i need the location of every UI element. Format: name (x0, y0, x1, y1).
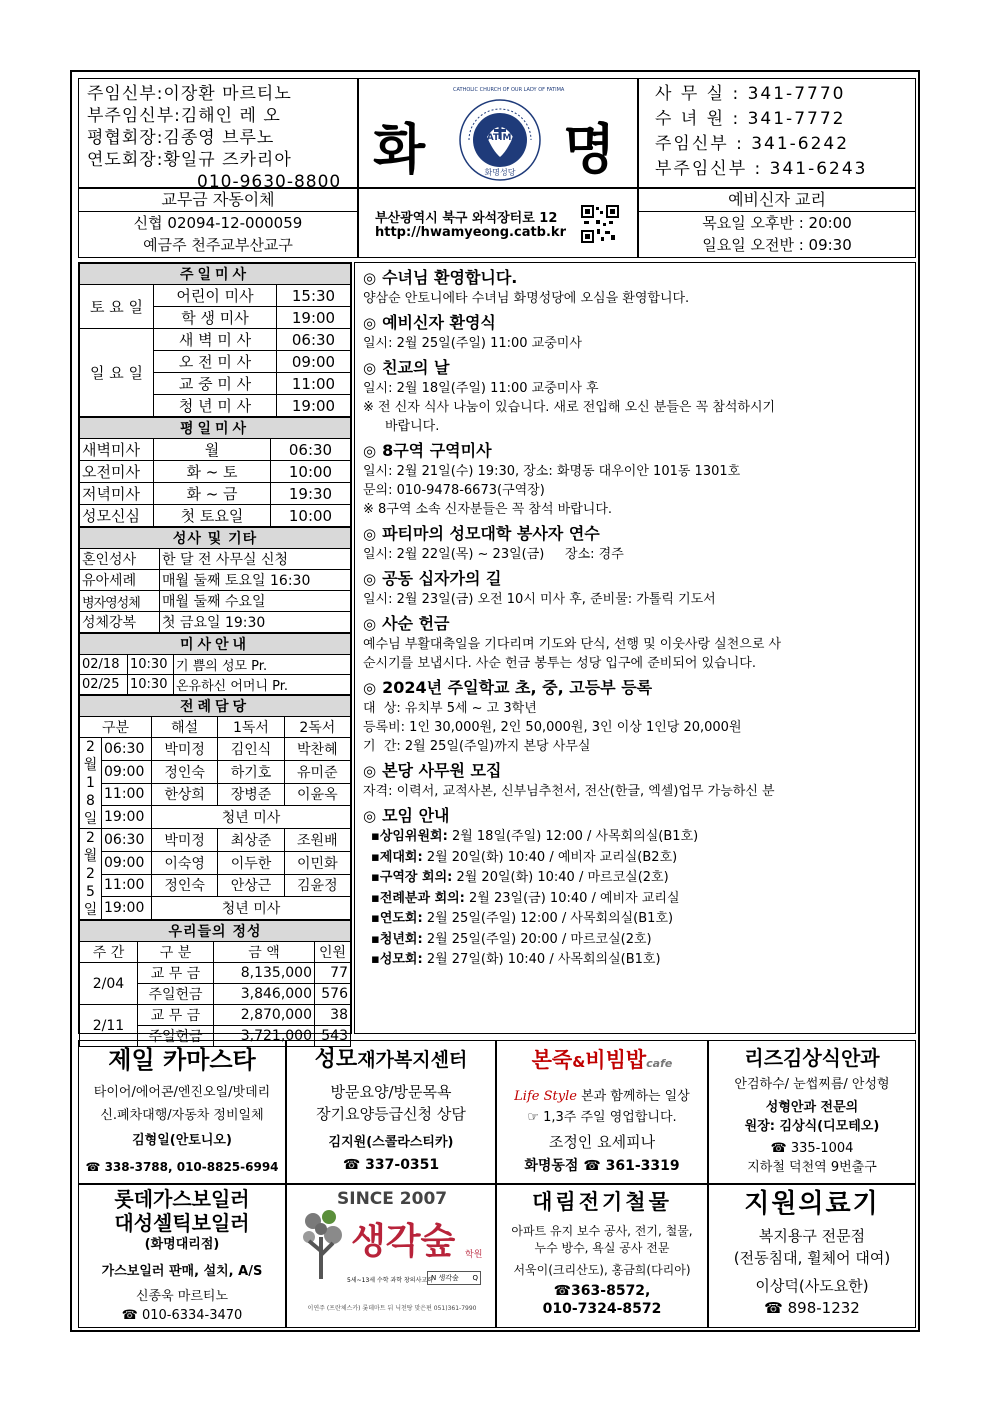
announcement (363, 760, 909, 801)
liturgy-commentator: 정인숙 (152, 760, 218, 783)
sacrament-value: 매월 둘째 토요일 16:30 (160, 570, 351, 591)
church-url: http://hwamyeong.catb.kr (375, 225, 566, 240)
liturgy-reader2: 조원배 (284, 829, 350, 852)
offering-kind: 교 무 금 (138, 963, 214, 984)
announcement-title: 파티마의 성모대학 봉사자 연수 (382, 524, 600, 543)
weekday-mass-name: 새벽미사 (80, 439, 154, 461)
sunday-mass-title: 주일미사 (80, 264, 351, 285)
ad-title-amp: & (572, 1053, 586, 1071)
sunday-mass-name: 교 중 미 사 (154, 373, 277, 395)
ad-lifestyle: Life Style (514, 1089, 577, 1104)
announcement-title: 예비신자 환영식 (382, 313, 496, 332)
mass-info-date: 02/18 (80, 655, 128, 675)
weekday-mass-name: 성모신심 (80, 505, 154, 527)
logo-subtitle: 화명성당 (484, 168, 516, 177)
liturgy-reader2: 이윤옥 (284, 783, 350, 806)
weekday-mass-name: 저녁미사 (80, 483, 154, 505)
ad-line: 이상덕(사도요한) (755, 1277, 869, 1295)
announcement-line: 바랍니다. (385, 419, 440, 434)
ad-carmastar (78, 1040, 286, 1184)
address-box (358, 188, 638, 258)
liturgy-time: 09:00 (102, 760, 152, 783)
sunday-mass-table (79, 263, 351, 417)
bullet-icon: ◎ (363, 615, 377, 633)
weekday-mass-name: 오전미사 (80, 461, 154, 483)
announcement-line: 기 간: 2월 25일(주일)까지 본당 사무실 (363, 739, 591, 754)
staff-pastor: 주임신부:이장환 마르티노 (87, 84, 292, 104)
weekday-mass-day: 화 ~ 금 (154, 483, 271, 505)
saturday-mass-name: 학 생 미사 (154, 307, 277, 329)
liturgy-commentator: 정인숙 (152, 874, 218, 897)
ad-line: 서욱이(크리산도), 홍금희(다리아) (513, 1263, 691, 1277)
announcement-line: 일시: 2월 25일(주일) 11:00 교중미사 (363, 336, 582, 351)
ad-line: 원장: 김상식(디모테오) (744, 1119, 880, 1134)
ad-bonjuk (496, 1040, 708, 1184)
weekday-mass-time: 10:00 (271, 505, 351, 527)
liturgy-reader1: 하기호 (218, 760, 284, 783)
sacrament-name: 성체강복 (80, 612, 160, 633)
announcement (363, 357, 909, 436)
mass-info-date: 02/25 (80, 675, 128, 695)
liturgy-reader1: 김인식 (218, 738, 284, 761)
bulletin-page (70, 70, 920, 1332)
meeting-text: 2월 25일(주일) 12:00 / 사목회의실(B1호) (426, 911, 674, 926)
ad-line: (화명대리점) (144, 1237, 220, 1252)
announcement (363, 312, 909, 353)
meeting-name: 청년회: (379, 931, 423, 947)
announcement (363, 613, 909, 673)
ad-search-box: N 생각숲 Q (427, 1271, 481, 1285)
ad-phone: ☎ 337-0351 (342, 1157, 440, 1173)
announcement-line: ※ 전 신자 식사 나눔이 있습니다. 새로 전입해 오신 분들은 꼭 참석하시기 (363, 400, 776, 415)
weekday-mass-title: 평일미사 (80, 418, 351, 439)
staff-box (78, 78, 358, 192)
liturgy-reader1: 이두한 (218, 851, 284, 874)
liturgy-time: 09:00 (102, 851, 152, 874)
liturgy-time: 06:30 (102, 738, 152, 761)
announcement-line: 예수님 부활대축일을 기다리며 기도와 단식, 선행 및 이웃사랑 실천으로 사 (363, 637, 782, 652)
phone-pastor: 주임신부 : 341-6242 (655, 134, 850, 154)
announcement-line: 일시: 2월 22일(목) ~ 23일(금) 장소: 경주 (363, 547, 624, 562)
tree-logo-icon (299, 1207, 347, 1281)
meeting-item: ▪청년회: 2월 25일(주일) 20:00 / 마르코실(2호) (371, 931, 652, 947)
meeting-item: ▪전례분과 회의: 2월 23일(금) 10:40 / 예비자 교리실 (371, 890, 680, 906)
ad-saenggak-soop (286, 1184, 496, 1328)
announcement-line: 대 상: 유치부 5세 ~ 고 3학년 (363, 701, 537, 716)
mass-info-title: 미사안내 (80, 634, 351, 655)
saturday-mass-time: 19:00 (277, 307, 351, 329)
sunday-mass-name: 청 년 미 사 (154, 395, 277, 417)
ad-title: 롯데가스보일러 (114, 1187, 250, 1211)
auto-transfer-box (78, 188, 358, 258)
weekday-mass-day: 화 ~ 토 (154, 461, 271, 483)
sacraments-title: 성사 및 기타 (80, 528, 351, 549)
liturgy-reader2: 이민화 (284, 851, 350, 874)
meeting-text: 2월 18일(주일) 12:00 / 사목회의실(B1호) (451, 829, 699, 844)
ad-line: 누수 방수, 욕실 공사 전문 (534, 1241, 670, 1255)
offering-week: 2/11 (80, 1005, 138, 1047)
announcement-line: 일시: 2월 21일(수) 19:30, 장소: 화명동 대우이안 101동 1301호 (363, 464, 741, 479)
announcement-line: ※ 8구역 소속 신자분들은 꼭 참석 바랍니다. (363, 502, 613, 517)
sunday-label: 일 요 일 (80, 329, 154, 417)
sacraments-table (79, 527, 351, 633)
qr-code-icon[interactable] (581, 205, 619, 243)
ad-line: 5세~13세 수학 과학 창의사고력 (347, 1277, 433, 1284)
offering-count: 576 (315, 984, 351, 1005)
church-address: 부산광역시 북구 와석장터로 12 (375, 211, 558, 226)
ad-line: 신.폐차대행/자동차 정비일체 (100, 1108, 264, 1123)
ad-academy-suffix: 학원 (465, 1250, 483, 1260)
saturday-label: 토 요 일 (80, 285, 154, 329)
meeting-text: 2월 20일(화) 10:40 / 마르코실(2호) (456, 870, 669, 885)
meeting-item: ▪연도회: 2월 25일(주일) 12:00 / 사목회의실(B1호) (371, 911, 674, 926)
title-box (358, 78, 638, 188)
ad-line: 성형안과 전문의 (765, 1100, 859, 1115)
announcement-line: 일시: 2월 18일(주일) 11:00 교중미사 후 (363, 381, 599, 396)
ad-line: 장기요양등급신청 상담 (316, 1105, 466, 1123)
bullet-icon: ◎ (363, 570, 377, 588)
ad-line: 본과 함께하는 일상 (576, 1089, 690, 1104)
auto-transfer-holder: 예금주 천주교부산교구 (143, 236, 293, 254)
offering-amount: 3,846,000 (214, 984, 315, 1005)
bullet-icon: ◎ (363, 762, 377, 780)
offering-header: 주 간 (80, 942, 138, 963)
sacrament-name: 유아세례 (80, 570, 160, 591)
auto-transfer-account: 신협 02094-12-000059 (133, 214, 303, 232)
announcements-panel (354, 262, 916, 1034)
saturday-mass-name: 어린이 미사 (154, 285, 277, 307)
meeting-text: 2월 20일(화) 10:40 / 예비자 교리실(B2호) (426, 849, 678, 865)
meetings-title: 모임 안내 (382, 806, 450, 825)
staff-council-president: 평협회장:김종영 브루노 (87, 128, 275, 148)
announcement (363, 267, 909, 308)
announcement-title: 8구역 구역미사 (382, 441, 492, 460)
catechumen-title: 예비신자 교리 (639, 189, 915, 212)
liturgy-time: 11:00 (102, 874, 152, 897)
announcement-title: 본당 사무원 모집 (382, 761, 502, 780)
liturgy-reader2: 박찬혜 (284, 738, 350, 761)
ad-title: 제일 카마스타 (108, 1046, 256, 1074)
ad-title-main: 성모 (314, 1047, 358, 1072)
ad-line: ☞ 1,3주 주일 영업합니다. (527, 1110, 677, 1125)
meeting-item: ▪제대회: 2월 20일(화) 10:40 / 예비자 교리실(B2호) (371, 849, 678, 865)
offering-amount: 3,721,000 (214, 1026, 315, 1047)
liturgy-header: 구분 (80, 717, 152, 738)
mass-info-time: 10:30 (128, 675, 174, 695)
meeting-item: ▪상임위원회: 2월 18일(주일) 12:00 / 사목회의실(B1호) (371, 829, 699, 844)
offering-count: 543 (315, 1026, 351, 1047)
liturgy-reader2: 유미준 (284, 760, 350, 783)
announcement-line: 순시기를 보냅시다. 사순 헌금 봉투는 성당 입구에 준비되어 있습니다. (363, 656, 756, 671)
liturgy-reader1: 안상근 (218, 874, 284, 897)
ad-line: 신종욱 마르티노 (135, 1289, 229, 1304)
auto-transfer-title: 교무금 자동이체 (79, 189, 357, 212)
ad-jiwon-medical (708, 1184, 916, 1328)
ad-title-sub: 재가복지센터 (357, 1049, 468, 1071)
liturgy-reader2: 김윤정 (284, 874, 350, 897)
meeting-name: 전례분과 회의: (379, 890, 465, 906)
ad-daelim-hardware (496, 1184, 708, 1328)
weekday-mass-time: 06:30 (271, 439, 351, 461)
liturgy-date: 2월18일 (80, 738, 102, 829)
offering-table (79, 920, 351, 1047)
liturgy-commentator: 이숙영 (152, 851, 218, 874)
sunday-mass-time: 11:00 (277, 373, 351, 395)
logo-arc-text: CATHOLIC CHURCH OF OUR LADY OF FATIMA (453, 87, 565, 93)
staff-assistant-pastor: 부주임신부:김해인 레 오 (87, 106, 281, 126)
ad-title: 대성셀틱보일러 (114, 1211, 250, 1235)
schedule-column (78, 262, 352, 1045)
ad-title-bonjuk: 본죽 (531, 1047, 573, 1072)
announcement-title: 수녀님 환영합니다. (382, 268, 518, 287)
sunday-mass-time: 19:00 (277, 395, 351, 417)
liturgy-reader1: 장병준 (218, 783, 284, 806)
sunday-mass-time: 09:00 (277, 351, 351, 373)
ad-phone: ☎ 898-1232 (764, 1299, 860, 1317)
weekday-mass-day: 첫 토요일 (154, 505, 271, 527)
ad-line: 김형일(안토니오) (132, 1133, 232, 1148)
offering-kind: 주일헌금 (138, 984, 214, 1005)
meeting-name: 상임위원회: (379, 829, 448, 844)
ad-line: 지하철 덕천역 9번출구 (747, 1160, 877, 1175)
ad-title: 리즈김상식안과 (744, 1046, 880, 1070)
announcement-line: 자격: 이력서, 교적사본, 신부님추천서, 전산(한글, 엑셀)업무 가능하신 분 (363, 784, 775, 799)
ad-phone: ☎ 335-1004 (770, 1141, 854, 1156)
announcement-line: 양삼순 안토니에타 수녀님 화명성당에 오심을 환영합니다. (363, 291, 690, 306)
announcement (363, 677, 909, 756)
ad-phone: ☎363-8572, (553, 1283, 651, 1299)
title-left: 화 (373, 117, 426, 181)
title-right: 명 (563, 117, 616, 181)
announcement-title: 공동 십자가의 길 (382, 569, 502, 588)
ad-line: (전동침대, 휠체어 대여) (733, 1249, 891, 1267)
weekday-mass-time: 10:00 (271, 461, 351, 483)
offering-amount: 8,135,000 (214, 963, 315, 984)
offering-header: 구 분 (138, 942, 214, 963)
ad-title: 지원의료기 (744, 1189, 880, 1219)
sacrament-name: 병자영성체 (80, 591, 160, 612)
meeting-text: 2월 27일(화) 10:40 / 사목회의실(B1호) (426, 952, 661, 967)
liturgy-header: 해설 (152, 717, 218, 738)
ad-phone: ☎ 338-3788, 010-8825-6994 (85, 1160, 279, 1174)
sunday-mass-name: 오 전 미 사 (154, 351, 277, 373)
bullet-icon: ◎ (363, 269, 377, 287)
sacrament-value: 첫 금요일 19:30 (160, 612, 351, 633)
meeting-name: 제대회: (379, 849, 423, 865)
bullet-icon: ◎ (363, 359, 377, 377)
liturgy-header: 1독서 (218, 717, 284, 738)
search-icon: Q (472, 1274, 478, 1282)
liturgy-youth-mass: 청년 미사 (152, 897, 351, 920)
meeting-name: 성모회: (379, 952, 423, 967)
ad-line: 조정인 요세피나 (548, 1133, 656, 1151)
meeting-name: 구역장 회의: (379, 870, 453, 885)
ad-title: 대림전기철물 (532, 1190, 672, 1214)
ad-line: 안검하수/ 눈썹찌름/ 안성형 (734, 1077, 890, 1092)
ad-kim-eye-clinic (708, 1040, 916, 1184)
ad-line: 이연주 (프란체스카) 롯데마트 뒤 닉천탕 맞은편 051)361-7990 (307, 1305, 477, 1312)
offering-header: 인원 (315, 942, 351, 963)
weekday-mass-day: 월 (154, 439, 271, 461)
mass-info-time: 10:30 (128, 655, 174, 675)
staff-yeondo-president: 연도회장:황일규 즈카리아 (87, 150, 292, 170)
ad-seongmo-welfare (286, 1040, 496, 1184)
meeting-name: 연도회: (379, 911, 423, 926)
phones-box (638, 78, 916, 188)
ad-phone: 화명동점 ☎ 361-3319 (524, 1158, 680, 1174)
offering-count: 38 (315, 1005, 351, 1026)
ad-line: 김지원(스콜라스티카) (328, 1135, 454, 1150)
phone-assistant-pastor: 부주임신부 : 341-6243 (655, 159, 868, 179)
saturday-mass-time: 15:30 (277, 285, 351, 307)
liturgy-commentator: 한상희 (152, 783, 218, 806)
ad-search-text: 생각숲 (438, 1274, 459, 1282)
liturgy-commentator: 박미정 (152, 738, 218, 761)
liturgy-commentator: 박미정 (152, 829, 218, 852)
logo-fatima-text: FATIMA (481, 133, 519, 143)
catechumen-box (638, 188, 916, 258)
bullet-icon: ◎ (363, 525, 377, 543)
liturgy-youth-mass: 청년 미사 (152, 806, 351, 829)
offering-title: 우리들의 정성 (80, 921, 351, 942)
meeting-text: 2월 23일(금) 10:40 / 예비자 교리실 (469, 890, 680, 906)
phone-office: 사 무 실 : 341-7770 (655, 84, 846, 104)
sunday-mass-time: 06:30 (277, 329, 351, 351)
bullet-icon: ◎ (363, 442, 377, 460)
meeting-text: 2월 25일(주일) 20:00 / 마르코실(2호) (426, 931, 652, 947)
catechumen-sunday: 일요일 오전반 : 09:30 (702, 236, 852, 254)
offering-kind: 교 무 금 (138, 1005, 214, 1026)
announcement-title: 친교의 날 (382, 358, 450, 377)
offering-header: 금 액 (214, 942, 315, 963)
sacrament-value: 한 달 전 사무실 신청 (160, 549, 351, 570)
mass-info-text: 온유하신 어머니 Pr. (174, 675, 351, 695)
announcement-line: 문의: 010-9478-6673(구역장) (363, 483, 545, 498)
ad-phone: ☎ 010-6334-3470 (121, 1308, 243, 1323)
bullet-icon: ◎ (363, 679, 377, 697)
announcement-line: 일시: 2월 23일(금) 오전 10시 미사 후, 준비물: 가톨릭 기도서 (363, 592, 716, 607)
announcement-line: 등록비: 1인 30,000원, 2인 50,000원, 3인 이상 1인당 20,000원 (363, 720, 742, 735)
ad-line: 가스보일러 판매, 설치, A/S (101, 1264, 263, 1279)
offering-kind: 주일헌금 (138, 1026, 214, 1047)
ad-line: 복지용구 전문점 (758, 1227, 866, 1245)
ad-title-bibimbap: 비빔밥 (585, 1048, 647, 1072)
bullet-icon: ◎ (363, 314, 377, 332)
liturgy-date: 2월25일 (80, 829, 102, 920)
announcement-title: 2024년 주일학교 초, 중, 고등부 등록 (382, 678, 653, 697)
liturgy-reader1: 최상준 (218, 829, 284, 852)
liturgy-title: 전례담당 (80, 696, 351, 717)
liturgy-time: 19:00 (102, 806, 152, 829)
weekday-mass-time: 19:30 (271, 483, 351, 505)
announcement (363, 523, 909, 564)
sacrament-value: 매월 둘째 수요일 (160, 591, 351, 612)
offering-count: 77 (315, 963, 351, 984)
mass-info-text: 기 쁨의 성모 Pr. (174, 655, 351, 675)
sunday-mass-name: 새 벽 미 사 (154, 329, 277, 351)
liturgy-time: 19:00 (102, 897, 152, 920)
offering-amount: 2,870,000 (214, 1005, 315, 1026)
ad-phone: 010-7324-8572 (542, 1301, 662, 1317)
ad-line: 아파트 유지 보수 공사, 전기, 철물, (511, 1224, 693, 1238)
announcement (363, 440, 909, 519)
ad-since: SINCE 2007 (337, 1189, 448, 1209)
ad-line: 타이어/에어콘/엔진오일/밧데리 (93, 1085, 271, 1100)
weekday-mass-table (79, 417, 351, 527)
offering-week: 2/04 (80, 963, 138, 1005)
sacrament-name: 혼인성사 (80, 549, 160, 570)
liturgy-header: 2독서 (284, 717, 350, 738)
liturgy-time: 06:30 (102, 829, 152, 852)
bullet-icon: ◎ (363, 807, 377, 825)
ad-academy-name: 생각숲 (351, 1220, 456, 1262)
meeting-item: ▪성모회: 2월 27일(화) 10:40 / 사목회의실(B1호) (371, 952, 661, 967)
meeting-item: ▪구역장 회의: 2월 20일(화) 10:40 / 마르코실(2호) (371, 870, 669, 885)
phone-convent: 수 녀 원 : 341-7772 (655, 109, 846, 129)
ad-lotte-boiler (78, 1184, 286, 1328)
meetings (363, 805, 909, 971)
ad-line: 방문요양/방문목욕 (330, 1083, 452, 1101)
announcement (363, 568, 909, 609)
catechumen-thursday: 목요일 오후반 : 20:00 (702, 214, 852, 232)
liturgy-time: 11:00 (102, 783, 152, 806)
ad-title-cafe: cafe (646, 1057, 673, 1070)
mass-info-table (79, 633, 351, 695)
announcement-title: 사순 헌금 (382, 614, 450, 633)
staff-phone: 010-9630-8800 (197, 172, 342, 192)
liturgy-table (79, 695, 351, 920)
